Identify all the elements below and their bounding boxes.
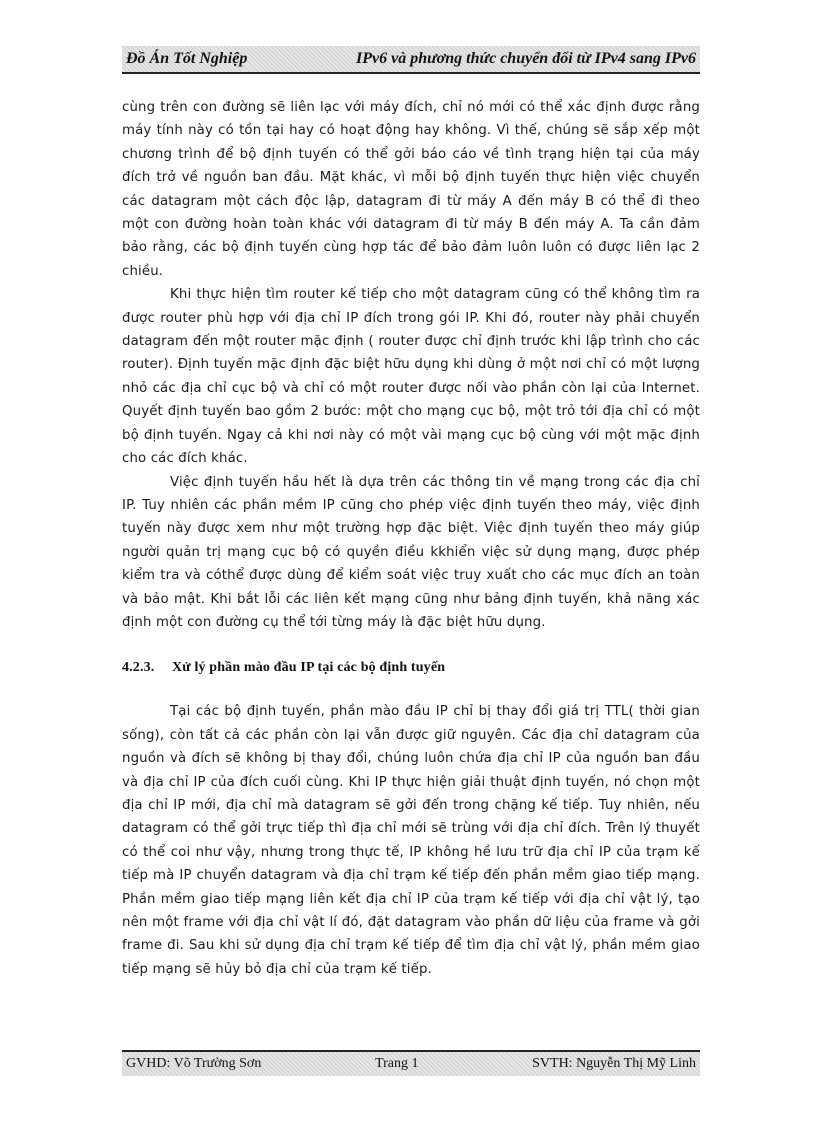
page-footer xyxy=(122,1050,700,1076)
header-title-right: IPv6 và phương thức chuyển đổi từ IPv4 sang IPv6 xyxy=(355,50,696,67)
section-number: 4.2.3. xyxy=(122,660,155,676)
header-title-left: Đồ Án Tốt Nghiệp xyxy=(126,50,248,67)
body-paragraph: Tại các bộ định tuyến, phần mào đầu IP chỉ bị thay đổi giá trị TTL( thời gian sống), còn tất cả các phần còn lại vẫn được giữ nguyên. Các địa chỉ datagram của nguồn và đích sẽ không bị thay đổi, chúng luôn chứa địa chỉ IP của nguồn ban đầu và địa chỉ IP của đích cuối cùng. Khi IP thực hiện giải thuật định tuyến, nó chọn một địa chỉ IP mới, địa chỉ mà datagram sẽ gởi đến trong chặng kế tiếp. Tuy nhiên, nếu datagram có thể gởi trực tiếp thì địa chỉ mới sẽ trùng với địa chỉ đích. Trên lý thuyết có thể coi như vậy, nhưng trong thực tế, IP không hề lưu trữ địa chỉ IP của trạm kế tiếp mà IP chuyển datagram và địa chỉ trạm kế tiếp đến phần mềm giao tiếp mạng. Phần mềm giao tiếp mạng liên kết địa chỉ IP của trạm kế tiếp với địa chỉ vật lý, tạo nên một frame với địa chỉ vật lí đó, đặt datagram vào phần dữ liệu của frame và gởi frame đi. Sau khi sử dụng địa chỉ trạm kế tiếp để tìm địa chỉ vật lý, phần mềm giao tiếp mạng sẽ hủy bỏ địa chỉ của trạm kế tiếp. xyxy=(122,704,700,977)
body-paragraph: Khi thực hiện tìm router kế tiếp cho một datagram cũng có thể không tìm ra được router phù hợp với địa chỉ IP đích trong gói IP. Khi đó, router này phải chuyển datagram đến một router mặc định ( router được chỉ định trước khi lập trình cho các router). Định tuyến mặc định đặc biệt hữu dụng khi dùng ở một nơi chỉ có một lượng nhỏ các địa chỉ cục bộ và chỉ có một router được nối vào phần còn lại của Internet. Quyết định tuyến bao gồm 2 bước: một cho mạng cục bộ, một trỏ tới địa chỉ có một bộ định tuyến. Ngay cả khi nơi này có một vài mạng cục bộ cùng với một mặc định cho các đích khác. xyxy=(122,287,700,467)
body-paragraph: cùng trên con đường sẽ liên lạc với máy đích, chỉ nó mới có thể xác định được rằng máy tính này có tồn tại hay có hoạt động hay không. Vì thế, chúng sẽ sắp xếp một chương trình để bộ định tuyến có thể gởi báo cáo về tình trạng hiện tại của máy đích trở về nguồn ban đầu. Mặt khác, vì mỗi bộ định tuyến thực hiện việc chuyển các datagram một cách độc lập, datagram đi từ máy A đến máy B có thể đi theo một con đường hoàn toàn khác với datagram đi từ máy B đến máy A. Ta cần đảm bảo rằng, các bộ định tuyến cùng hợp tác để bảo đảm luôn luôn có được liên lạc 2 chiều. xyxy=(122,100,700,279)
footer-supervisor: GVHD: Võ Trường Sơn xyxy=(126,1056,262,1071)
page-header xyxy=(122,46,700,74)
footer-student: SVTH: Nguyễn Thị Mỹ Linh xyxy=(532,1056,696,1071)
body-paragraph: Việc định tuyến hầu hết là dựa trên các thông tin về mạng trong các địa chỉ IP. Tuy nhiên các phần mềm IP cũng cho phép việc định tuyến theo máy, việc định tuyến này được xem như một trường hợp đặc biệt. Việc định tuyến theo máy giúp người quản trị mạng cục bộ có quyền điều kkhiển việc sử dụng mạng, được phép kiểm tra và cóthể được dùng để kiểm soát việc truy xuất cho các mục đích an toàn và bảo mật. Khi bắt lỗi các liên kết mạng cũng như bảng định tuyến, khả năng xác định một con đường cụ thể tới từng máy là đặc biệt hữu dụng. xyxy=(122,474,700,630)
section-title: Xử lý phần mào đầu IP tại các bộ định tuyến xyxy=(172,660,446,676)
page-body xyxy=(122,96,700,981)
section-heading xyxy=(122,658,700,678)
footer-page-number: Trang 1 xyxy=(375,1056,419,1071)
